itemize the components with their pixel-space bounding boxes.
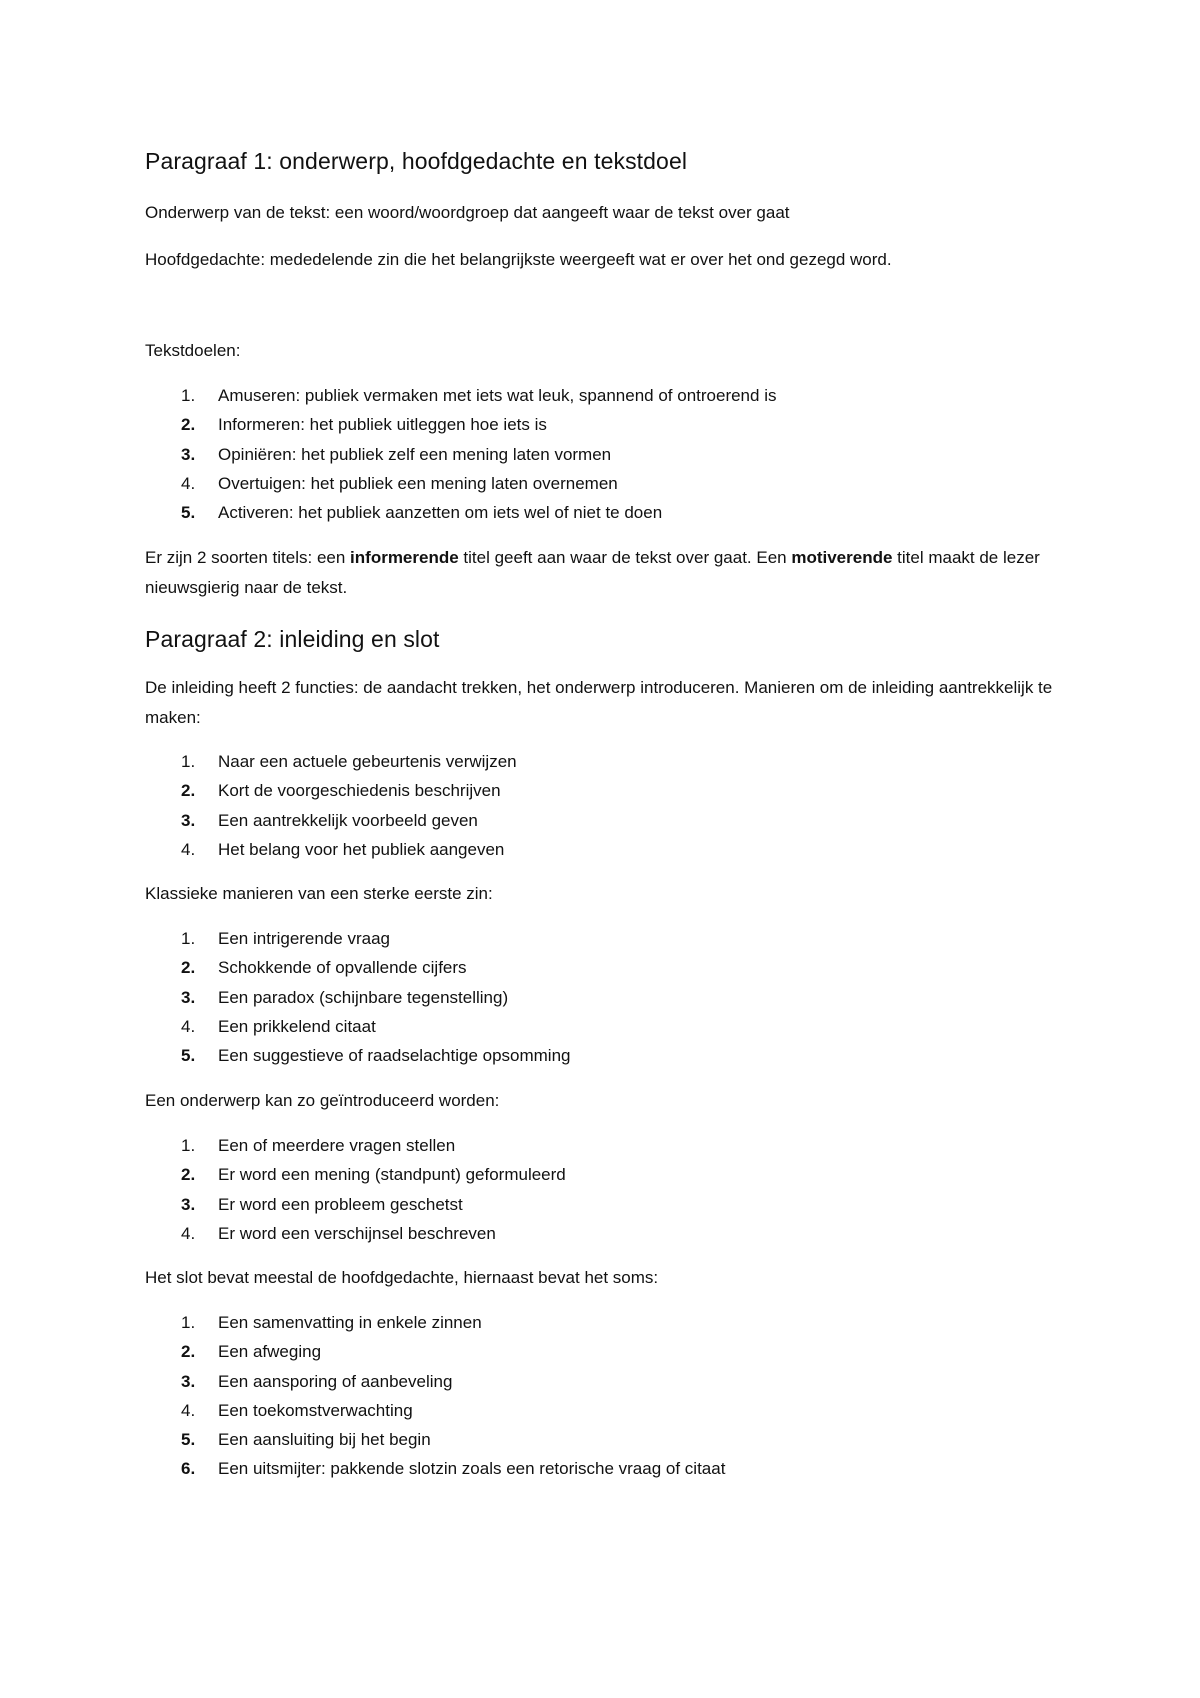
list-item-text: Een of meerdere vragen stellen bbox=[218, 1136, 456, 1155]
list-item-text: Een uitsmijter: pakkende slotzin zoals een retorische vraag of citaat bbox=[218, 1459, 726, 1479]
list-number: 6. bbox=[181, 1459, 196, 1479]
titels-paragraph bbox=[145, 543, 1075, 603]
eerste-zin-list bbox=[145, 924, 1075, 1070]
inleiding-manieren-list bbox=[145, 747, 1075, 864]
list-number: 2. bbox=[181, 958, 196, 978]
list-item-text: Een afweging bbox=[218, 1342, 322, 1362]
list-item-text: Schokkende of opvallende cijfers bbox=[218, 958, 467, 978]
list-item-text: Er word een verschijnsel beschreven bbox=[218, 1223, 496, 1243]
list-number: 1. bbox=[181, 929, 196, 948]
list-item bbox=[145, 835, 1075, 864]
list-number: 1. bbox=[181, 386, 196, 405]
list-item-text: Een toekomstverwachting bbox=[218, 1400, 413, 1420]
tekstdoelen-list bbox=[145, 381, 1075, 527]
list-number: 4. bbox=[181, 1223, 196, 1243]
section-2-heading: Paragraaf 2: inleiding en slot bbox=[145, 626, 440, 652]
list-item-text: Activeren: het publiek aanzetten om iets wel of niet te doen bbox=[218, 503, 663, 523]
list-item bbox=[145, 1219, 1075, 1248]
list-number: 1. bbox=[181, 1136, 196, 1155]
titels-text-1: Er zijn 2 soorten titels: een bbox=[145, 548, 351, 567]
list-number: 1. bbox=[181, 752, 196, 771]
list-number: 3. bbox=[181, 810, 196, 830]
list-item bbox=[145, 1131, 1075, 1160]
list-number: 3. bbox=[181, 1194, 196, 1214]
tekstdoelen-label: Tekstdoelen: bbox=[145, 341, 241, 360]
list-item-text: Een intrigerende vraag bbox=[218, 929, 391, 948]
list-item-text: Naar een actuele gebeurtenis verwijzen bbox=[218, 752, 517, 771]
list-item-text: Een aansluiting bij het begin bbox=[218, 1430, 431, 1450]
list-item bbox=[145, 1308, 1075, 1337]
introductie-list bbox=[145, 1131, 1075, 1248]
titels-text-2: titel geeft aan waar de tekst over gaat. Een bbox=[458, 548, 792, 567]
list-item-text: Een paradox (schijnbare tegenstelling) bbox=[218, 987, 509, 1007]
list-number: 4. bbox=[181, 839, 196, 859]
titels-text-3: titel maakt de lezer nieuwsgierig naar de tekst. bbox=[145, 548, 1040, 597]
list-number: 2. bbox=[181, 415, 196, 435]
list-item bbox=[145, 1160, 1075, 1189]
slot-list bbox=[145, 1308, 1075, 1484]
onderwerp-definition: Onderwerp van de tekst: een woord/woordgroep dat aangeeft waar de tekst over gaat bbox=[145, 203, 790, 222]
list-number: 4. bbox=[181, 1400, 196, 1420]
informerende-bold: informerende bbox=[350, 548, 459, 567]
list-item-text: Overtuigen: het publiek een mening laten overnemen bbox=[218, 473, 618, 493]
list-item-text: Informeren: het publiek uitleggen hoe iets is bbox=[218, 415, 547, 435]
list-item bbox=[145, 1367, 1075, 1396]
list-number: 5. bbox=[181, 1046, 196, 1066]
list-number: 2. bbox=[181, 1342, 196, 1362]
list-item-text: Kort de voorgeschiedenis beschrijven bbox=[218, 781, 501, 801]
list-item bbox=[145, 747, 1075, 776]
list-item bbox=[145, 1425, 1075, 1454]
motiverende-bold: motiverende bbox=[791, 548, 893, 567]
list-item bbox=[145, 498, 1075, 527]
list-item-text: Een samenvatting in enkele zinnen bbox=[218, 1313, 482, 1332]
list-number: 3. bbox=[181, 1371, 196, 1391]
list-item bbox=[145, 806, 1075, 835]
list-item bbox=[145, 1337, 1075, 1366]
list-item bbox=[145, 1396, 1075, 1425]
list-item bbox=[145, 440, 1075, 469]
list-number: 5. bbox=[181, 1430, 196, 1450]
list-number: 1. bbox=[181, 1313, 196, 1332]
list-item bbox=[145, 1190, 1075, 1219]
list-number: 5. bbox=[181, 503, 196, 523]
list-number: 3. bbox=[181, 444, 196, 464]
list-item-text: Een suggestieve of raadselachtige opsomming bbox=[218, 1046, 571, 1066]
list-item bbox=[145, 410, 1075, 439]
list-number: 2. bbox=[181, 781, 196, 801]
list-number: 3. bbox=[181, 987, 196, 1007]
list-item bbox=[145, 1041, 1075, 1070]
slot-label: Het slot bevat meestal de hoofdgedachte, hiernaast bevat het soms: bbox=[145, 1268, 659, 1287]
list-item-text: Een aansporing of aanbeveling bbox=[218, 1371, 453, 1391]
list-item bbox=[145, 953, 1075, 982]
section-1-heading: Paragraaf 1: onderwerp, hoofdgedachte en tekstdoel bbox=[145, 148, 688, 174]
list-item-text: Een prikkelend citaat bbox=[218, 1016, 376, 1036]
list-item-text: Er word een mening (standpunt) geformuleerd bbox=[218, 1165, 566, 1185]
inleiding-paragraph: De inleiding heeft 2 functies: de aandacht trekken, het onderwerp introduceren. Manieren om de inleiding aantrekkelijk te maken: bbox=[145, 678, 1053, 727]
list-item-text: Opiniëren: het publiek zelf een mening laten vormen bbox=[218, 444, 612, 464]
list-item bbox=[145, 1012, 1075, 1041]
list-item bbox=[145, 776, 1075, 805]
list-item bbox=[145, 924, 1075, 953]
list-item bbox=[145, 1454, 1075, 1483]
list-item bbox=[145, 983, 1075, 1012]
list-item-text: Een aantrekkelijk voorbeeld geven bbox=[218, 810, 478, 830]
list-number: 4. bbox=[181, 473, 196, 493]
introductie-label: Een onderwerp kan zo geïntroduceerd worden: bbox=[145, 1091, 500, 1110]
list-item bbox=[145, 469, 1075, 498]
list-number: 2. bbox=[181, 1165, 196, 1185]
list-item-text: Amuseren: publiek vermaken met iets wat leuk, spannend of ontroerend is bbox=[218, 386, 777, 405]
eerste-zin-label: Klassieke manieren van een sterke eerste zin: bbox=[145, 884, 493, 903]
list-item-text: Er word een probleem geschetst bbox=[218, 1194, 463, 1214]
list-number: 4. bbox=[181, 1016, 196, 1036]
hoofdgedachte-definition: Hoofdgedachte: mededelende zin die het belangrijkste weergeeft wat er over het ond gezegd word. bbox=[145, 250, 892, 269]
list-item bbox=[145, 381, 1075, 410]
list-item-text: Het belang voor het publiek aangeven bbox=[218, 839, 505, 859]
